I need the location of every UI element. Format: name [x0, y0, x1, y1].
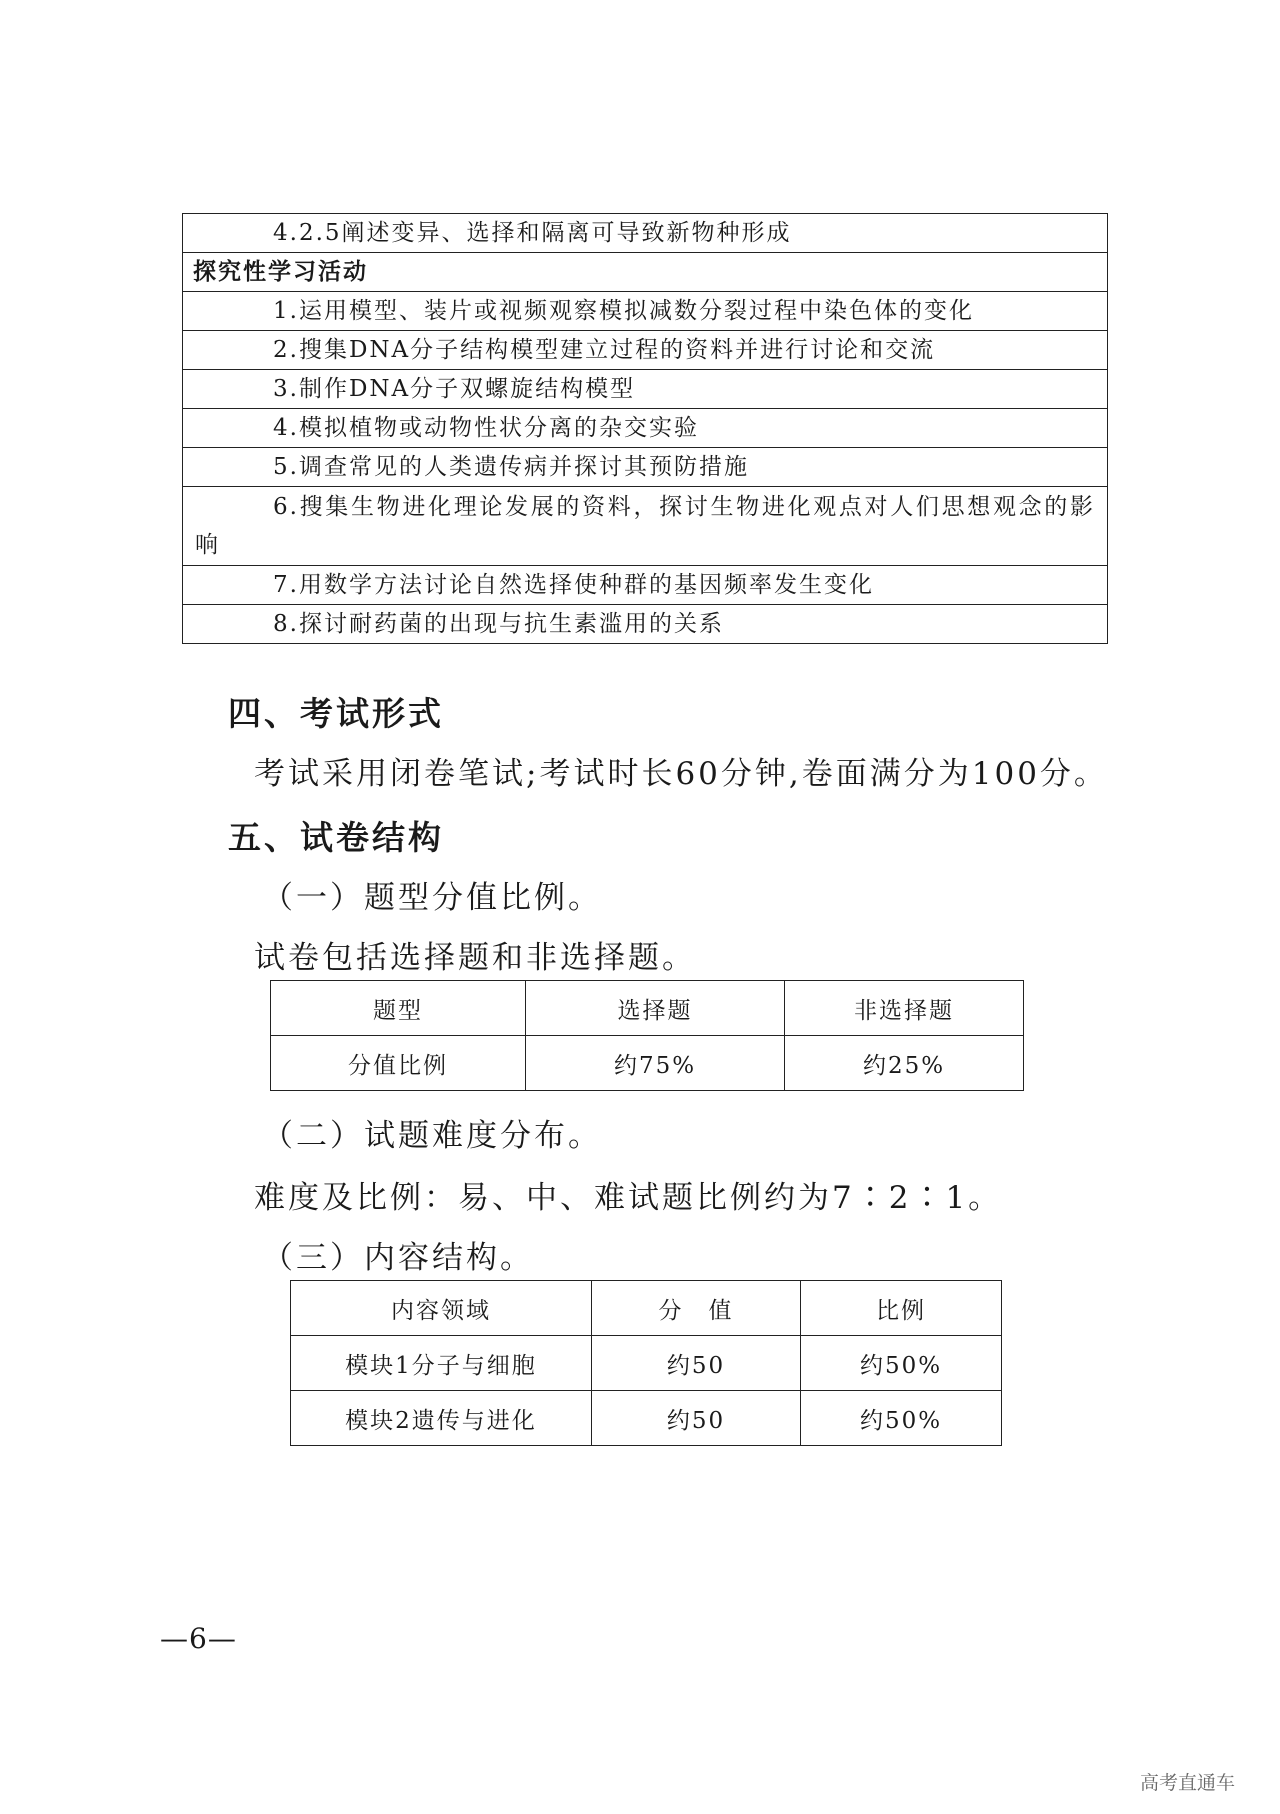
- subsection-1-title: （一）题型分值比例。: [262, 880, 602, 916]
- table-cell: 约75%: [526, 1036, 785, 1091]
- table-row: [183, 370, 1108, 409]
- table-cell: 约50%: [801, 1336, 1002, 1391]
- table-header-row: [291, 1281, 1002, 1336]
- activity-item: 7.用数学方法讨论自然选择使种群的基因频率发生变化: [183, 566, 1108, 605]
- table-cell: 约50: [592, 1336, 801, 1391]
- table-row: [183, 448, 1108, 487]
- table-cell: 约50: [592, 1391, 801, 1446]
- table-header-row: [271, 981, 1024, 1036]
- table-row: [183, 605, 1108, 644]
- section-4-title: 四、考试形式: [228, 694, 444, 733]
- table-row: [183, 331, 1108, 370]
- table-row: [183, 214, 1108, 253]
- header-cell: 题型: [271, 981, 526, 1036]
- table-row: [291, 1336, 1002, 1391]
- header-cell: 分 值: [592, 1281, 801, 1336]
- table-cell: 约25%: [785, 1036, 1024, 1091]
- table-row: [183, 487, 1108, 566]
- requirement-4-2-5: 4.2.5阐述变异、选择和隔离可导致新物种形成: [183, 214, 1108, 253]
- question-type-table: [270, 980, 1024, 1091]
- table-row: [183, 409, 1108, 448]
- header-cell: 非选择题: [785, 981, 1024, 1036]
- subsection-3-title: （三）内容结构。: [262, 1240, 534, 1276]
- subsection-2-title: （二）试题难度分布。: [262, 1118, 602, 1154]
- activity-item: 6.搜集生物进化理论发展的资料，探讨生物进化观点对人们思想观念的影响: [183, 487, 1108, 566]
- section-5-title: 五、试卷结构: [228, 818, 444, 857]
- header-cell: 内容领域: [291, 1281, 592, 1336]
- header-cell: 比例: [801, 1281, 1002, 1336]
- activity-item: 8.探讨耐药菌的出现与抗生素滥用的关系: [183, 605, 1108, 644]
- table-row: [183, 566, 1108, 605]
- header-cell: 选择题: [526, 981, 785, 1036]
- activity-item: 5.调查常见的人类遗传病并探讨其预防措施: [183, 448, 1108, 487]
- table-row: [291, 1391, 1002, 1446]
- learning-activity-table: [182, 213, 1108, 644]
- difficulty-text: 难度及比例：易、中、难试题比例约为7∶2∶1。: [254, 1180, 1003, 1216]
- table-cell: 模块2遗传与进化: [291, 1391, 592, 1446]
- activity-item: 1.运用模型、装片或视频观察模拟减数分裂过程中染色体的变化: [183, 292, 1108, 331]
- exam-format-text: 考试采用闭卷笔试;考试时长60分钟,卷面满分为100分。: [254, 756, 1108, 792]
- watermark: 高考直通车: [1140, 1772, 1236, 1794]
- table-row: [183, 292, 1108, 331]
- page-number: —6—: [160, 1622, 237, 1655]
- table-cell: 模块1分子与细胞: [291, 1336, 592, 1391]
- activity-item: 4.模拟植物或动物性状分离的杂交实验: [183, 409, 1108, 448]
- table-cell: 分值比例: [271, 1036, 526, 1091]
- content-structure-table: [290, 1280, 1002, 1446]
- activity-item: 3.制作DNA分子双螺旋结构模型: [183, 370, 1108, 409]
- activity-item: 2.搜集DNA分子结构模型建立过程的资料并进行讨论和交流: [183, 331, 1108, 370]
- question-types-text: 试卷包括选择题和非选择题。: [254, 940, 696, 976]
- table-row: [183, 253, 1108, 292]
- table-row: [271, 1036, 1024, 1091]
- table-cell: 约50%: [801, 1391, 1002, 1446]
- activity-heading: 探究性学习活动: [183, 253, 1108, 292]
